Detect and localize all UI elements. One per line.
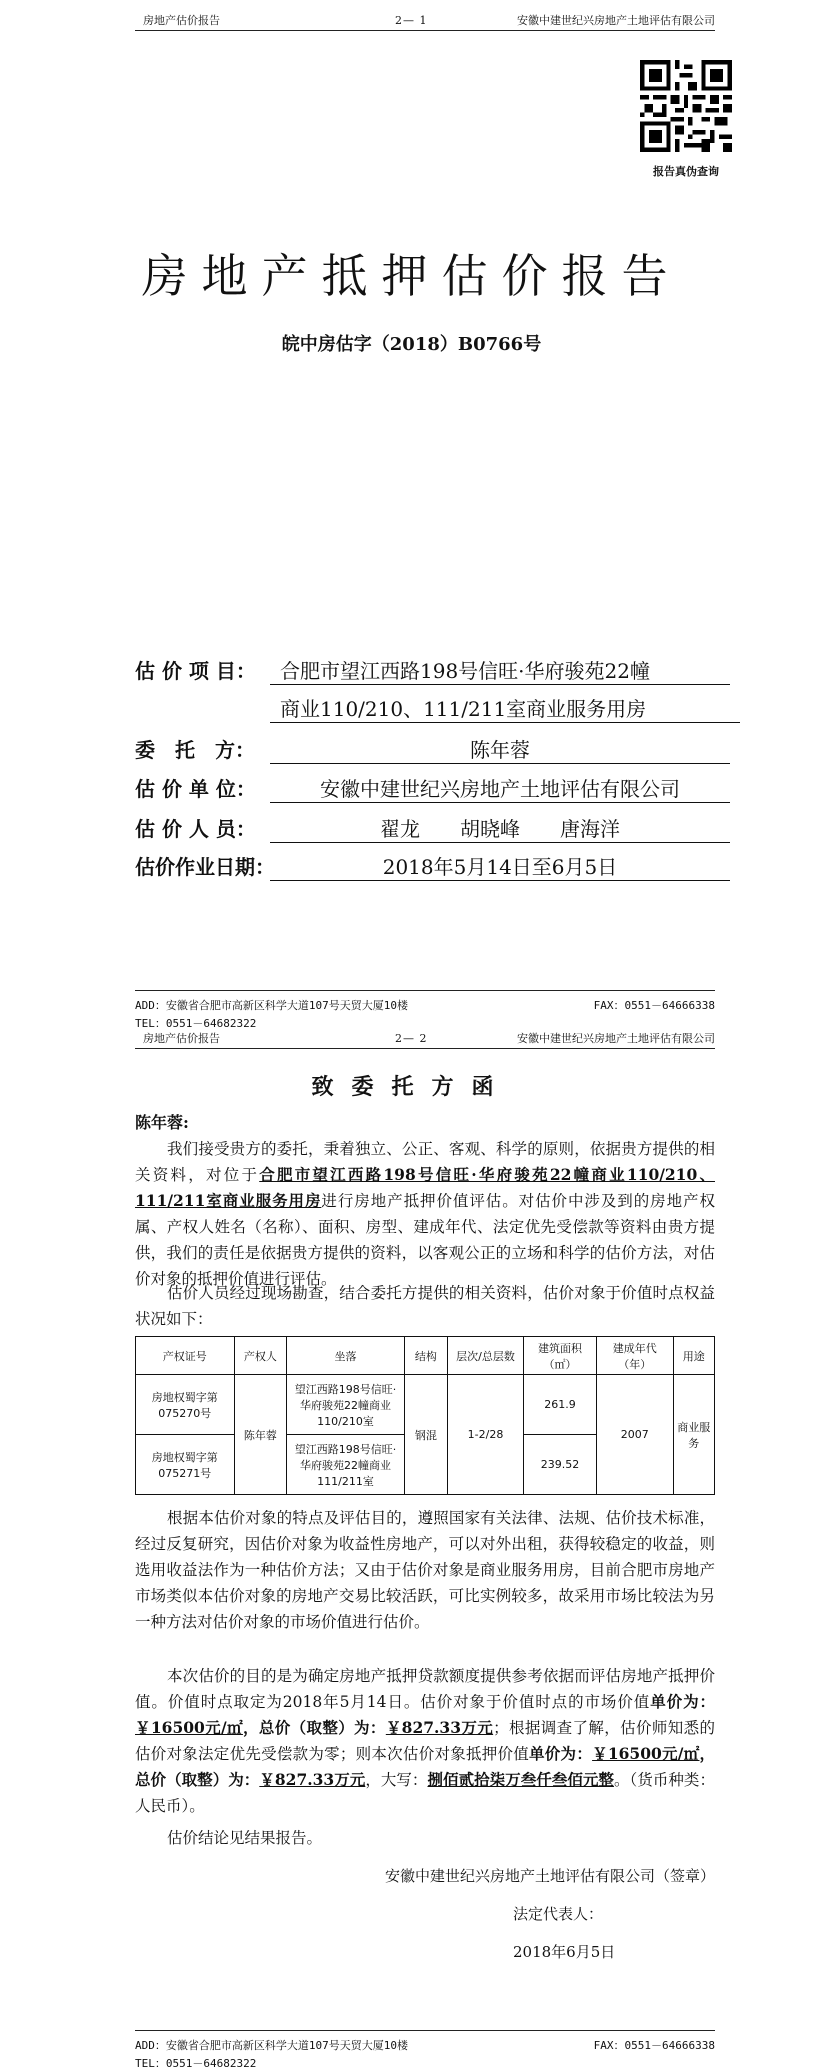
mortgage-total-price: ￥827.33万元 <box>259 1770 366 1789</box>
table-header-row <box>136 1337 715 1375</box>
page-header <box>135 12 715 31</box>
client-value: 陈年蓉 <box>270 734 730 764</box>
page-header <box>135 1030 715 1049</box>
document-number: 皖中房估字（2018）B0766号 <box>281 334 542 355</box>
project-line1: 合肥市望江西路198号信旺·华府骏苑22幢 <box>270 655 730 685</box>
p4-text-a: 本次估价的目的是为确定房地产抵押贷款额度提供参考依据而评估房地产抵押价值。价值时点取定为2018年5月14日。估价对象于价值时点的市场价值 <box>135 1667 715 1711</box>
project-label: 估 价 项 目： <box>135 659 256 683</box>
cell-use: 商业服务 <box>673 1375 714 1495</box>
client-label: 委 托 方： <box>135 738 255 762</box>
report-cover-page <box>0 0 823 1030</box>
footer-fax: FAX：0551－64666338 <box>593 2039 715 2052</box>
th-area: 建筑面积（㎡） <box>523 1337 596 1375</box>
p1-text-c: 进行房地产抵押价值评估。对估价中涉及到的房地产权属、产权人姓名（名称）、面积、房型、建成年代、法定优先受偿款等资料由贵方提供，我们的责任是依据贵方提供的资料，以客观公正的立场和科学的估价方法，对估价对象的抵押价值进行评估。 <box>135 1192 715 1288</box>
page-footer <box>135 2030 715 2070</box>
date-label: 估价作业日期： <box>135 855 275 879</box>
letter-title: 致委托方函 <box>311 1074 512 1100</box>
qr-caption: 报告真伪查询 <box>653 165 719 178</box>
cell-area: 239.52 <box>523 1435 596 1495</box>
th-year: 建成年代（年） <box>597 1337 673 1375</box>
cell-cert: 房地权蜀字第075270号 <box>136 1375 235 1435</box>
addressee: 陈年蓉: <box>135 1113 189 1132</box>
paragraph-4 <box>135 1663 715 1819</box>
cell-cert: 房地权蜀字第075271号 <box>136 1435 235 1495</box>
footer-fax: FAX：0551－64666338 <box>593 999 715 1012</box>
p4-text-c: ，大写： <box>365 1771 428 1789</box>
appraiser-label: 估 价 单 位： <box>135 777 256 801</box>
footer-address: ADD：安徽省合肥市高新区科学大道107号天贸大厦10楼 <box>135 2039 408 2052</box>
p4-text-d: 。（货币种类：人民币）。 <box>135 1771 715 1815</box>
letter-page <box>0 1030 823 2072</box>
signature-company: 安徽中建世纪兴房地产土地评估有限公司（签章） <box>385 1867 716 1885</box>
header-left: 房地产估价报告 <box>143 1032 220 1045</box>
qr-code-icon[interactable] <box>640 60 732 152</box>
p1-text-a: 我们接受贵方的委托，秉着独立、公正、客观、科学的原则，依据贵方提供的相关资料，对位于 <box>135 1140 715 1184</box>
report-title: 房地产抵押估价报告 <box>141 249 682 303</box>
mortgage-unit-price: ￥16500元/㎡ <box>592 1744 700 1763</box>
header-left: 房地产估价报告 <box>143 14 220 27</box>
date-value: 2018年5月14日至6月5日 <box>270 851 730 881</box>
th-floors: 层次/总层数 <box>448 1337 524 1375</box>
paragraph-1 <box>135 1136 715 1292</box>
cell-area: 261.9 <box>523 1375 596 1435</box>
th-structure: 结构 <box>404 1337 447 1375</box>
paragraph-3: 根据本估价对象的特点及评估目的，遵照国家有关法律、法规、估价技术标准，经过反复研究，因估价对象为收益性房地产，可以对外出租，获得较稳定的收益，则选用收益法作为一种估价方法；又由于估价对象是商业服务用房，目前合肥市房地产市场类似本估价对象的房地产交易比较活跃，可比实例较多，故采用市场比较法为另一种方法对估价对象的市场价值进行估价。 <box>135 1509 715 1631</box>
table-row <box>136 1375 715 1435</box>
footer-tel: TEL：0551－64682322 <box>135 2057 257 2070</box>
cell-location: 望江西路198号信旺·华府骏苑22幢商业111/211室 <box>287 1435 405 1495</box>
cell-structure: 钢混 <box>404 1375 447 1495</box>
th-location: 坐落 <box>287 1337 405 1375</box>
cell-year: 2007 <box>597 1375 673 1495</box>
market-unit-price: ￥16500元/㎡ <box>135 1718 243 1737</box>
project-line2: 商业110/210、111/211室商业服务用房 <box>270 693 740 723</box>
header-company: 安徽中建世纪兴房地产土地评估有限公司 <box>517 14 715 27</box>
header-company: 安徽中建世纪兴房地产土地评估有限公司 <box>517 1032 715 1045</box>
paragraph-5: 估价结论见结果报告。 <box>167 1829 323 1847</box>
p1-property: 合肥市望江西路198号信旺·华府骏苑22幢商业110/210、111/211室商业服务用房 <box>135 1165 715 1210</box>
total-in-words: 捌佰贰拾柒万叁仟叁佰元整 <box>427 1770 614 1789</box>
p4-total-label: ，总价（取整）为： <box>242 1718 386 1737</box>
p4-total2-label: ，总价（取整）为： <box>135 1744 715 1789</box>
p4-text-b: ；根据调查了解，估价师知悉的估价对象法定优先受偿款为零；则本次估价对象抵押价值 <box>135 1719 715 1763</box>
header-page-number: 2— 2 <box>395 1032 428 1045</box>
signature-date: 2018年6月5日 <box>513 1943 616 1961</box>
cell-floors: 1-2/28 <box>448 1375 524 1495</box>
staff-value: 翟龙 胡晓峰 唐海洋 <box>270 813 730 843</box>
footer-tel: TEL：0551－64682322 <box>135 1017 257 1030</box>
appraiser-value: 安徽中建世纪兴房地产土地评估有限公司 <box>270 773 730 803</box>
property-table <box>135 1336 715 1495</box>
footer-address: ADD：安徽省合肥市高新区科学大道107号天贸大厦10楼 <box>135 999 408 1012</box>
staff-label: 估 价 人 员： <box>135 817 256 841</box>
p4-unit-label: 单价为： <box>650 1692 715 1711</box>
th-owner: 产权人 <box>234 1337 287 1375</box>
page-footer <box>135 990 715 1030</box>
paragraph-2: 估价人员经过现场勘查，结合委托方提供的相关资料，估价对象于价值时点权益状况如下： <box>135 1284 715 1328</box>
th-cert: 产权证号 <box>136 1337 235 1375</box>
market-total-price: ￥827.33万元 <box>385 1718 494 1737</box>
th-use: 用途 <box>673 1337 714 1375</box>
header-page-number: 2— 1 <box>395 14 428 27</box>
p4-unit2-label: 单价为： <box>529 1744 593 1763</box>
cell-owner: 陈年蓉 <box>234 1375 287 1495</box>
signature-representative: 法定代表人： <box>513 1905 604 1923</box>
cell-location: 望江西路198号信旺·华府骏苑22幢商业110/210室 <box>287 1375 405 1435</box>
